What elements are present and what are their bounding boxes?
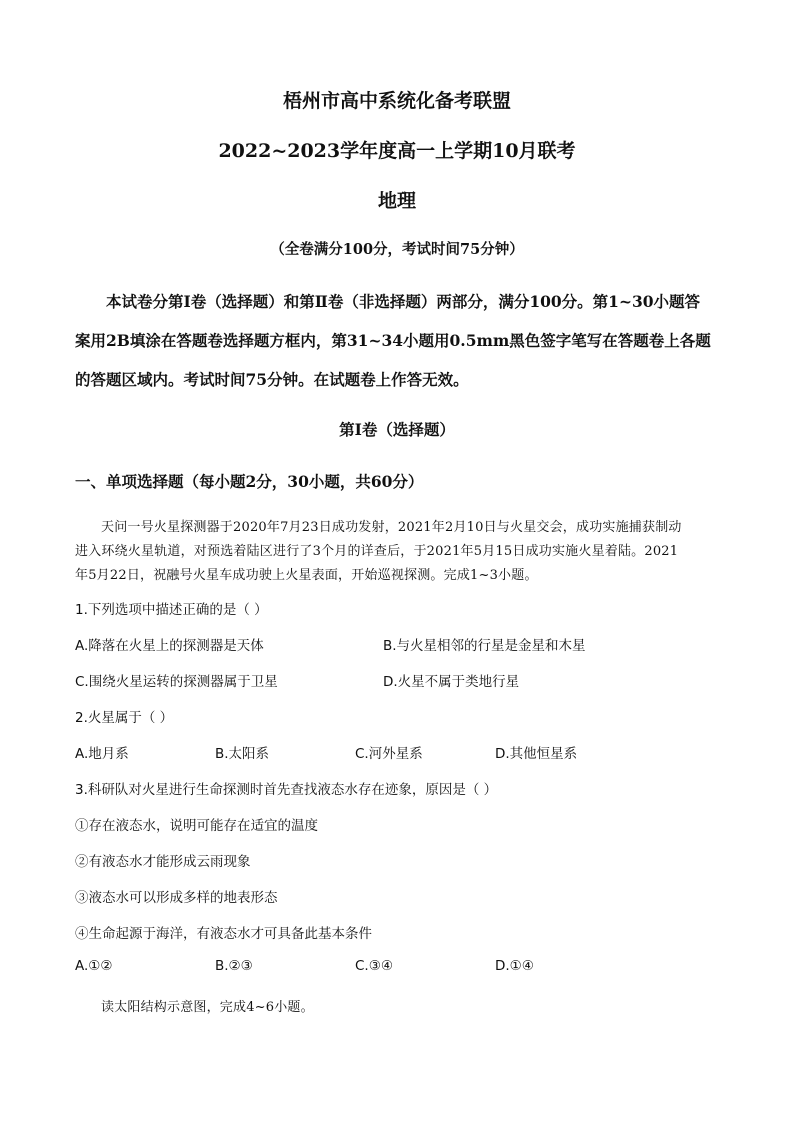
question-3-option-b: B.②③ — [215, 958, 253, 974]
question-3-option-a: A.①② — [75, 958, 113, 974]
exam-org-title: 梧州市高中系统化备考联盟 — [282, 90, 511, 112]
instruction-line: 本试卷分第Ⅰ卷（选择题）和第Ⅱ卷（非选择题）两部分，满分100分。第1~30小题答 — [106, 292, 701, 311]
question-1-option-a: A.降落在火星上的探测器是天体 — [75, 638, 264, 654]
question-3-statement: ③液态水可以形成多样的地表形态 — [75, 890, 278, 906]
exam-note: （全卷满分100分，考试时间75分钟） — [270, 241, 524, 258]
instruction-line: 的答题区域内。考试时间75分钟。在试题卷上作答无效。 — [75, 370, 469, 389]
instruction-line: 案用2B填涂在答题卷选择题方框内，第31~34小题用0.5mm黑色签字笔写在答题卷上各题 — [75, 331, 711, 350]
material-line: 天问一号火星探测器于2020年7月23日成功发射，2021年2月10日与火星交会，成功实施捕获制动 — [101, 520, 682, 535]
question-2-option-d: D.其他恒星系 — [495, 746, 578, 762]
material-line: 进入环绕火星轨道，对预选着陆区进行了3个月的详查后，于2021年5月15日成功实施火星着陆。2021 — [75, 544, 679, 559]
exam-title: 2022~2023学年度高一上学期10月联考 — [218, 140, 576, 162]
question-1-option-b: B.与火星相邻的行星是金星和木星 — [383, 638, 586, 654]
question-1-option-d: D.火星不属于类地行星 — [383, 674, 520, 690]
question-2-option-c: C.河外星系 — [355, 746, 423, 762]
question-3-statement: ①存在液态水，说明可能存在适宜的温度 — [75, 818, 318, 834]
question-3-option-c: C.③④ — [355, 958, 393, 974]
subject-title: 地理 — [377, 190, 416, 212]
question-2-option-b: B.太阳系 — [215, 746, 270, 762]
question-3-statement: ②有液态水才能形成云雨现象 — [75, 854, 251, 870]
question-1-option-c: C.围绕火星运转的探测器属于卫星 — [75, 674, 278, 690]
question-2-option-a: A.地月系 — [75, 746, 129, 762]
section-title: 第Ⅰ卷（选择题） — [339, 420, 455, 439]
material-line: 年5月22日，祝融号火星车成功驶上火星表面，开始巡视探测。完成1~3小题。 — [75, 568, 538, 583]
question-3-statement: ④生命起源于海洋，有液态水才可具备此基本条件 — [75, 926, 372, 942]
question-1-stem: 1.下列选项中描述正确的是（ ） — [75, 602, 268, 618]
next-material-prompt: 读太阳结构示意图，完成4~6小题。 — [101, 1000, 314, 1015]
part-title: 一、单项选择题（每小题2分，30小题，共60分） — [75, 472, 424, 491]
question-2-stem: 2.火星属于（ ） — [75, 710, 174, 726]
question-3-stem: 3.科研队对火星进行生命探测时首先查找液态水存在迹象，原因是（ ） — [75, 782, 498, 798]
question-3-option-d: D.①④ — [495, 958, 534, 974]
